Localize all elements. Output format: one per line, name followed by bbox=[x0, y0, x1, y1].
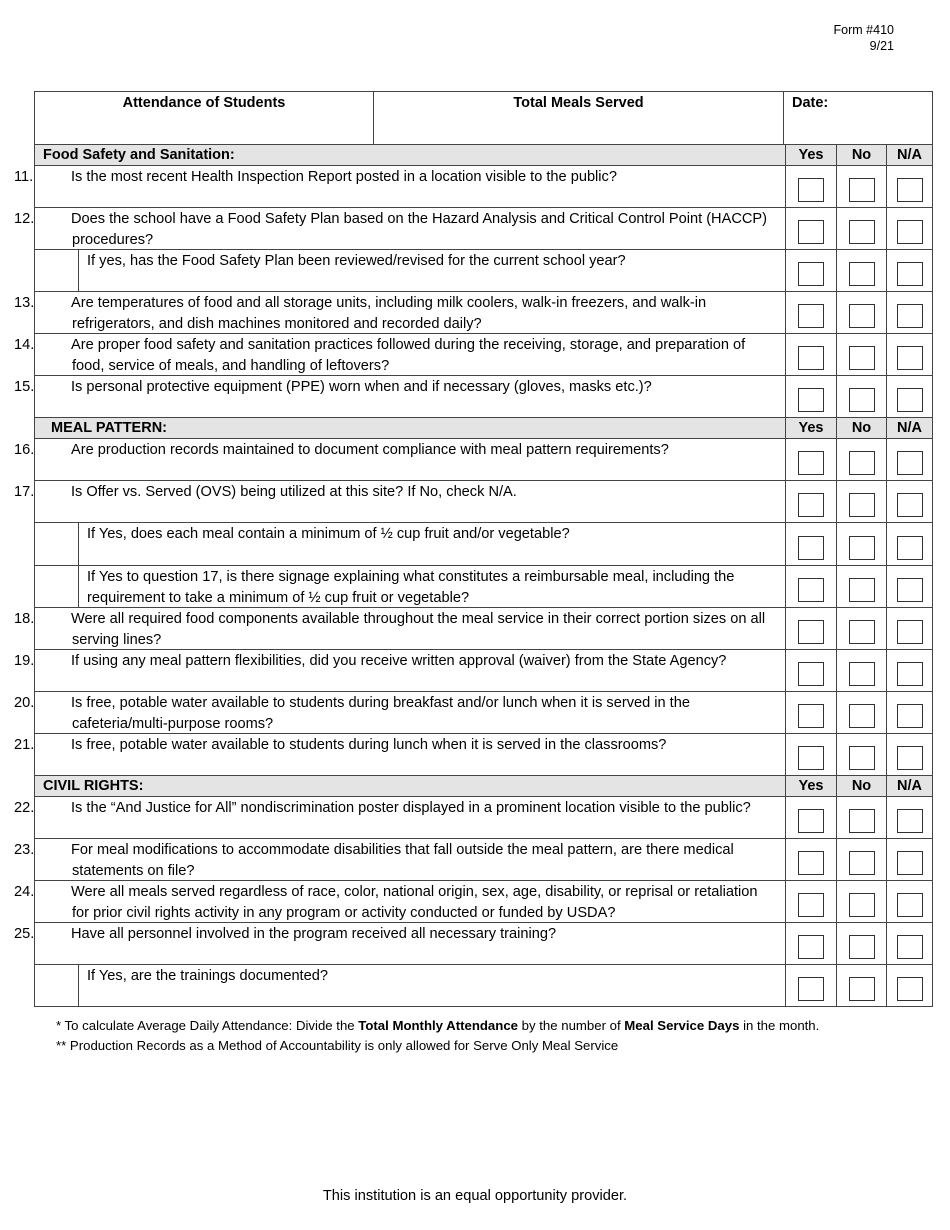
sub-question bbox=[35, 523, 786, 565]
checkbox-na[interactable] bbox=[897, 578, 923, 602]
answer-no-cell bbox=[837, 376, 887, 417]
checkbox-yes[interactable] bbox=[798, 620, 824, 644]
answer-yes-cell bbox=[786, 608, 837, 649]
checkbox-yes[interactable] bbox=[798, 662, 824, 686]
footnotes bbox=[56, 1016, 819, 1056]
checkbox-na[interactable] bbox=[897, 536, 923, 560]
column-no-label: No bbox=[837, 776, 887, 796]
answer-na-cell bbox=[887, 481, 933, 522]
question-number: 17. bbox=[14, 484, 35, 500]
answer-na-cell bbox=[887, 292, 933, 333]
question-text bbox=[14, 481, 786, 522]
checkbox-no[interactable] bbox=[849, 935, 875, 959]
sub-question bbox=[35, 965, 786, 1006]
checkbox-na[interactable] bbox=[897, 493, 923, 517]
checkbox-yes[interactable] bbox=[798, 704, 824, 728]
question-row bbox=[35, 250, 933, 292]
checkbox-no[interactable] bbox=[849, 809, 875, 833]
question-text bbox=[14, 881, 786, 922]
checkbox-no[interactable] bbox=[849, 893, 875, 917]
answer-no-cell bbox=[837, 734, 887, 775]
column-no-label: No bbox=[837, 418, 887, 438]
question-label: Were all meals served regardless of race, color, national origin, sex, age, disability, or reprisal or retaliation for prior civil rights activity in any program or activity conducted or funded by USDA? bbox=[71, 884, 758, 921]
question-label: Are production records maintained to document compliance with meal pattern requirements? bbox=[71, 442, 669, 458]
question-text bbox=[14, 334, 786, 375]
question-label: If using any meal pattern flexibilities, did you receive written approval (waiver) from the State Agency? bbox=[71, 653, 727, 669]
checkbox-no[interactable] bbox=[849, 388, 875, 412]
question-number: 14. bbox=[14, 337, 35, 353]
question-number: 25. bbox=[14, 926, 35, 942]
question-number: 24. bbox=[14, 884, 35, 900]
checkbox-no[interactable] bbox=[849, 746, 875, 770]
checkbox-yes[interactable] bbox=[798, 809, 824, 833]
checkbox-na[interactable] bbox=[897, 451, 923, 475]
answer-no-cell bbox=[837, 166, 887, 207]
date-header: Date: bbox=[784, 92, 933, 144]
column-yes-label: Yes bbox=[786, 145, 837, 165]
question-number: 11. bbox=[14, 169, 34, 185]
question-label: Are temperatures of food and all storage units, including milk coolers, walk-in freezers, and walk-in refrigerators, and dish machines monitored and recorded daily? bbox=[71, 295, 707, 332]
column-no-label: No bbox=[837, 145, 887, 165]
question-number: 18. bbox=[14, 611, 35, 627]
checkbox-yes[interactable] bbox=[798, 578, 824, 602]
sections bbox=[14, 145, 933, 1007]
question-label: Is the “And Justice for All” nondiscrimination poster displayed in a prominent location visible to the public? bbox=[71, 800, 751, 816]
checkbox-no[interactable] bbox=[849, 304, 875, 328]
answer-yes-cell bbox=[786, 166, 837, 207]
answer-na-cell bbox=[887, 797, 933, 838]
question-row bbox=[14, 481, 933, 523]
answer-na-cell bbox=[887, 166, 933, 207]
question-row bbox=[14, 839, 933, 881]
sub-question-indent bbox=[35, 523, 79, 565]
question-row bbox=[14, 208, 933, 250]
question-label: Does the school have a Food Safety Plan based on the Hazard Analysis and Critical Control Point (HACCP) procedures? bbox=[71, 211, 767, 248]
checkbox-na[interactable] bbox=[897, 620, 923, 644]
checkbox-yes[interactable] bbox=[798, 851, 824, 875]
answer-na-cell bbox=[887, 376, 933, 417]
sub-question-text: If Yes to question 17, is there signage explaining what constitutes a reimbursable meal, including the requirement to take a minimum of ½ cup fruit or vegetable? bbox=[79, 566, 786, 607]
sub-question-text: If Yes, are the trainings documented? bbox=[79, 965, 786, 1006]
answer-na-cell bbox=[887, 692, 933, 733]
checkbox-yes[interactable] bbox=[798, 746, 824, 770]
checkbox-na[interactable] bbox=[897, 746, 923, 770]
sub-question bbox=[35, 250, 786, 291]
question-number: 22. bbox=[14, 800, 35, 816]
question-row bbox=[14, 734, 933, 776]
question-row bbox=[14, 797, 933, 839]
checkbox-yes[interactable] bbox=[798, 304, 824, 328]
question-text bbox=[14, 376, 786, 417]
checkbox-yes[interactable] bbox=[798, 451, 824, 475]
question-label: Is the most recent Health Inspection Report posted in a location visible to the public? bbox=[71, 169, 617, 185]
question-text bbox=[14, 923, 786, 964]
column-na-label: N/A bbox=[887, 776, 933, 796]
question-label: Is free, potable water available to students during breakfast and/or lunch when it is served in the cafeteria/multi-purpose rooms? bbox=[71, 695, 690, 732]
form-id bbox=[834, 22, 894, 54]
checkbox-no[interactable] bbox=[849, 178, 875, 202]
answer-no-cell bbox=[837, 334, 887, 375]
answer-na-cell bbox=[887, 650, 933, 691]
answer-yes-cell bbox=[786, 923, 837, 964]
question-row bbox=[14, 166, 933, 208]
attendance-header: Attendance of Students bbox=[35, 92, 374, 144]
question-text bbox=[14, 292, 786, 333]
checkbox-yes[interactable] bbox=[798, 388, 824, 412]
answer-no-cell bbox=[837, 797, 887, 838]
answer-no-cell bbox=[837, 965, 887, 1006]
answer-yes-cell bbox=[786, 376, 837, 417]
checkbox-no[interactable] bbox=[849, 977, 875, 1001]
question-text bbox=[14, 650, 786, 691]
question-number: 23. bbox=[14, 842, 35, 858]
answer-no-cell bbox=[837, 481, 887, 522]
question-label: Have all personnel involved in the program received all necessary training? bbox=[71, 926, 557, 942]
question-label: Is free, potable water available to students during lunch when it is served in the classrooms? bbox=[71, 737, 667, 753]
question-row bbox=[14, 334, 933, 376]
question-text bbox=[14, 166, 786, 207]
answer-no-cell bbox=[837, 650, 887, 691]
checkbox-na[interactable] bbox=[897, 809, 923, 833]
question-row bbox=[14, 881, 933, 923]
question-row bbox=[14, 292, 933, 334]
question-text bbox=[14, 439, 786, 480]
checkbox-no[interactable] bbox=[849, 262, 875, 286]
question-row bbox=[14, 692, 933, 734]
checkbox-no[interactable] bbox=[849, 620, 875, 644]
question-number: 21. bbox=[14, 737, 35, 753]
section-title: CIVIL RIGHTS: bbox=[35, 776, 786, 796]
checkbox-na[interactable] bbox=[897, 977, 923, 1001]
checkbox-na[interactable] bbox=[897, 178, 923, 202]
question-row bbox=[35, 523, 933, 566]
question-row bbox=[14, 376, 933, 418]
answer-no-cell bbox=[837, 881, 887, 922]
answer-no-cell bbox=[837, 692, 887, 733]
checkbox-no[interactable] bbox=[849, 346, 875, 370]
checkbox-yes[interactable] bbox=[798, 977, 824, 1001]
answer-na-cell bbox=[887, 208, 933, 249]
question-number: 16. bbox=[14, 442, 35, 458]
answer-no-cell bbox=[837, 839, 887, 880]
column-yes-label: Yes bbox=[786, 776, 837, 796]
question-label: Were all required food components available throughout the meal service in their correct portion sizes on all serving lines? bbox=[71, 611, 766, 648]
answer-yes-cell bbox=[786, 481, 837, 522]
answer-na-cell bbox=[887, 965, 933, 1006]
answer-no-cell bbox=[837, 608, 887, 649]
answer-na-cell bbox=[887, 734, 933, 775]
header-row bbox=[35, 92, 933, 145]
column-na-label: N/A bbox=[887, 418, 933, 438]
question-text bbox=[14, 608, 786, 649]
checkbox-yes[interactable] bbox=[798, 493, 824, 517]
question-label: Are proper food safety and sanitation practices followed during the receiving, storage, and preparation of food, service of meals, and handling of leftovers? bbox=[71, 337, 746, 374]
form-number: Form #410 bbox=[833, 23, 894, 37]
question-row bbox=[14, 650, 933, 692]
question-number: 15. bbox=[14, 379, 35, 395]
answer-yes-cell bbox=[786, 292, 837, 333]
question-row bbox=[14, 439, 933, 481]
answer-na-cell bbox=[887, 334, 933, 375]
checkbox-no[interactable] bbox=[849, 704, 875, 728]
checkbox-na[interactable] bbox=[897, 304, 923, 328]
footnote-attendance: * To calculate Average Daily Attendance: Divide the Total Monthly Attendance by the number of Meal Service Days in the month. bbox=[56, 1018, 820, 1033]
checkbox-na[interactable] bbox=[897, 220, 923, 244]
answer-yes-cell bbox=[786, 797, 837, 838]
question-label: Is personal protective equipment (PPE) worn when and if necessary (gloves, masks etc.)? bbox=[71, 379, 652, 395]
answer-na-cell bbox=[887, 439, 933, 480]
answer-yes-cell bbox=[786, 334, 837, 375]
question-row bbox=[35, 566, 933, 608]
question-number: 12. bbox=[14, 211, 35, 227]
answer-yes-cell bbox=[786, 839, 837, 880]
checkbox-na[interactable] bbox=[897, 262, 923, 286]
answer-yes-cell bbox=[786, 523, 837, 565]
answer-yes-cell bbox=[786, 566, 837, 607]
checkbox-no[interactable] bbox=[849, 536, 875, 560]
form-date: 9/21 bbox=[869, 39, 894, 53]
answer-na-cell bbox=[887, 523, 933, 565]
question-text bbox=[14, 734, 786, 775]
answer-no-cell bbox=[837, 250, 887, 291]
question-text bbox=[14, 839, 786, 880]
footnote-production-records: ** Production Records as a Method of Accountability is only allowed for Serve Only Meal Service bbox=[56, 1038, 619, 1053]
answer-yes-cell bbox=[786, 439, 837, 480]
checkbox-na[interactable] bbox=[897, 851, 923, 875]
answer-no-cell bbox=[837, 208, 887, 249]
sub-question-indent bbox=[35, 965, 79, 1006]
checkbox-no[interactable] bbox=[849, 451, 875, 475]
section-header-food-safety bbox=[35, 145, 933, 166]
question-text bbox=[14, 692, 786, 733]
checkbox-yes[interactable] bbox=[798, 536, 824, 560]
sub-question-indent bbox=[35, 566, 79, 607]
question-number: 13. bbox=[14, 295, 35, 311]
meals-header: Total Meals Served bbox=[374, 92, 784, 144]
checklist-table bbox=[14, 91, 933, 1007]
sub-question bbox=[35, 566, 786, 607]
column-yes-label: Yes bbox=[786, 418, 837, 438]
answer-no-cell bbox=[837, 523, 887, 565]
answer-yes-cell bbox=[786, 650, 837, 691]
checkbox-na[interactable] bbox=[897, 893, 923, 917]
section-title: MEAL PATTERN: bbox=[35, 418, 786, 438]
question-text bbox=[14, 797, 786, 838]
answer-yes-cell bbox=[786, 208, 837, 249]
answer-no-cell bbox=[837, 923, 887, 964]
checkbox-yes[interactable] bbox=[798, 178, 824, 202]
answer-yes-cell bbox=[786, 250, 837, 291]
question-label: For meal modifications to accommodate disabilities that fall outside the meal pattern, are there medical statements on file? bbox=[71, 842, 734, 879]
answer-na-cell bbox=[887, 566, 933, 607]
answer-yes-cell bbox=[786, 734, 837, 775]
checkbox-no[interactable] bbox=[849, 851, 875, 875]
checkbox-no[interactable] bbox=[849, 220, 875, 244]
question-number: 19. bbox=[14, 653, 35, 669]
answer-no-cell bbox=[837, 292, 887, 333]
answer-na-cell bbox=[887, 923, 933, 964]
section-title: Food Safety and Sanitation: bbox=[35, 145, 786, 165]
checkbox-na[interactable] bbox=[897, 704, 923, 728]
answer-no-cell bbox=[837, 566, 887, 607]
checkbox-na[interactable] bbox=[897, 346, 923, 370]
checkbox-na[interactable] bbox=[897, 662, 923, 686]
answer-na-cell bbox=[887, 608, 933, 649]
question-number: 20. bbox=[14, 695, 35, 711]
sub-question-text: If yes, has the Food Safety Plan been reviewed/revised for the current school year? bbox=[79, 250, 786, 291]
answer-no-cell bbox=[837, 439, 887, 480]
checkbox-na[interactable] bbox=[897, 935, 923, 959]
checkbox-yes[interactable] bbox=[798, 346, 824, 370]
checkbox-no[interactable] bbox=[849, 493, 875, 517]
checkbox-no[interactable] bbox=[849, 578, 875, 602]
section-header-meal-pattern bbox=[35, 418, 933, 439]
answer-na-cell bbox=[887, 881, 933, 922]
question-label: Is Offer vs. Served (OVS) being utilized at this site? If No, check N/A. bbox=[71, 484, 517, 500]
column-na-label: N/A bbox=[887, 145, 933, 165]
question-row bbox=[35, 965, 933, 1007]
checkbox-yes[interactable] bbox=[798, 893, 824, 917]
answer-yes-cell bbox=[786, 881, 837, 922]
checkbox-yes[interactable] bbox=[798, 935, 824, 959]
question-text bbox=[14, 208, 786, 249]
question-row bbox=[14, 608, 933, 650]
sub-question-text: If Yes, does each meal contain a minimum of ½ cup fruit and/or vegetable? bbox=[79, 523, 786, 565]
checkbox-yes[interactable] bbox=[798, 220, 824, 244]
checkbox-yes[interactable] bbox=[798, 262, 824, 286]
question-row bbox=[14, 923, 933, 965]
section-header-civil-rights bbox=[35, 776, 933, 797]
checkbox-no[interactable] bbox=[849, 662, 875, 686]
answer-na-cell bbox=[887, 839, 933, 880]
equal-opportunity-footer: This institution is an equal opportunity provider. bbox=[322, 1188, 628, 1204]
answer-yes-cell bbox=[786, 692, 837, 733]
sub-question-indent bbox=[35, 250, 79, 291]
answer-na-cell bbox=[887, 250, 933, 291]
checkbox-na[interactable] bbox=[897, 388, 923, 412]
answer-yes-cell bbox=[786, 965, 837, 1006]
